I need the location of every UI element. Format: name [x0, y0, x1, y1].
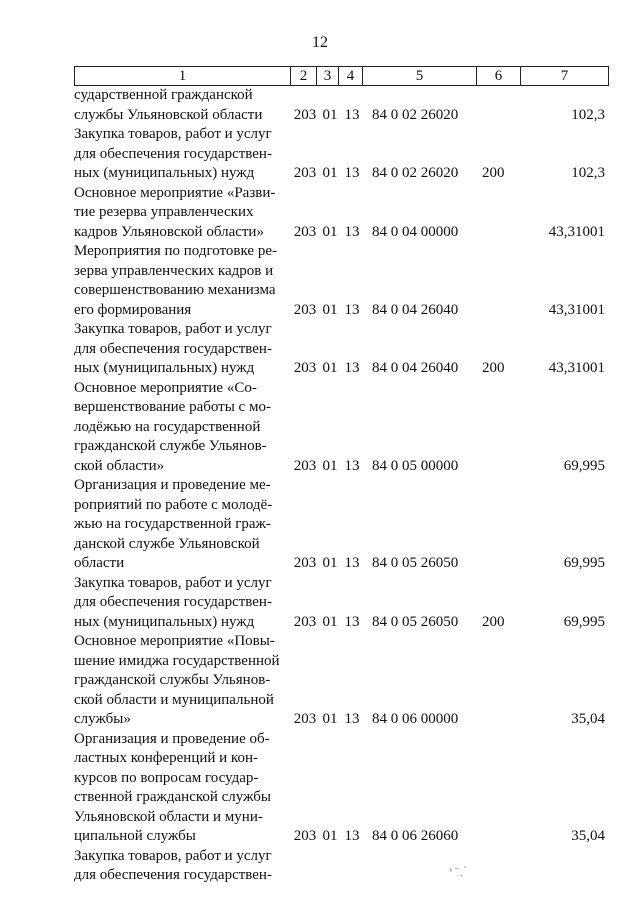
row-name — [74, 86, 290, 125]
col-3-cell: 01 — [322, 457, 338, 474]
col-4-cell: 13 — [344, 106, 360, 123]
row-name-line: Закупка товаров, работ и услуг — [74, 126, 272, 142]
row-name-line: ных (муниципальных) нужд — [74, 165, 255, 181]
row-name-line: Ульяновской области и муни- — [74, 808, 263, 825]
row-name — [74, 379, 290, 477]
col-5-cell: 84 0 05 26050 — [372, 555, 459, 571]
header-col-7: 7 — [560, 68, 569, 84]
row-name-line: гражданской службе Ульянов- — [74, 438, 267, 454]
table-row — [74, 86, 609, 125]
col-3-cell: 01 — [322, 555, 338, 571]
col-2-cell: 203 — [293, 165, 317, 181]
table-row — [74, 730, 609, 847]
row-name-line: Основное мероприятие «Повы- — [74, 633, 275, 649]
row-name-line: Мероприятия по подготовке ре- — [74, 243, 277, 259]
row-name-line: ных (муниципальных) нужд — [74, 613, 255, 630]
page-number: 12 — [312, 34, 328, 51]
table-header — [74, 66, 609, 86]
row-name-line: кадров Ульяновской области» — [74, 223, 264, 240]
row-name-line: шение имиджа государственной — [74, 652, 280, 669]
row-name — [74, 125, 290, 184]
col-2-cell: 203 — [293, 828, 317, 844]
table-row — [74, 125, 609, 184]
col-5-cell: 84 0 02 26020 — [372, 165, 459, 181]
row-name-line: Основное мероприятие «Со- — [74, 379, 257, 396]
col-5-cell: 84 0 06 26060 — [372, 828, 459, 844]
table-row — [74, 847, 609, 886]
row-name-line: области — [74, 555, 125, 571]
table-row — [74, 379, 609, 477]
col-7-cell: 35,04 — [571, 711, 605, 727]
row-name-line: для обеспечения государствен- — [74, 594, 272, 610]
col-7-cell: 69,995 — [563, 457, 605, 474]
col-3-cell: 01 — [322, 301, 338, 318]
header-col-1: 1 — [75, 67, 291, 85]
row-name-line: Закупка товаров, работ и услуг — [74, 847, 272, 864]
col-4-cell: 13 — [344, 165, 360, 181]
col-4-cell: 13 — [344, 613, 360, 630]
row-name-line: ластных конференций и кон- — [74, 750, 258, 766]
col-2-cell: 203 — [293, 457, 317, 474]
col-4-cell: 13 — [344, 828, 360, 844]
col-2-cell: 203 — [293, 301, 317, 318]
col-5-cell: 84 0 04 00000 — [372, 223, 459, 240]
row-name — [74, 730, 290, 847]
col-3-cell: 01 — [322, 106, 338, 123]
col-4-cell: 13 — [344, 301, 360, 318]
col-3-cell: 01 — [322, 828, 338, 844]
row-name-line: службы» — [74, 711, 131, 727]
header-col-5: 5 — [363, 67, 477, 85]
row-name-line: Основное мероприятие «Разви- — [74, 184, 276, 201]
col-4-cell: 13 — [344, 223, 360, 240]
header-col-3: 3 — [317, 67, 339, 85]
col-5-cell: 84 0 04 26040 — [372, 360, 459, 376]
row-name-line: жью на государственной граж- — [74, 516, 271, 532]
col-6-cell: 200 — [482, 360, 505, 376]
row-name-line: ципальной службы — [74, 828, 196, 844]
row-name — [74, 184, 290, 243]
col-7-cell: 69,995 — [563, 613, 605, 630]
row-name — [74, 574, 290, 633]
col-6-cell: 200 — [482, 613, 505, 630]
col-2-cell: 203 — [293, 223, 317, 240]
table-row — [74, 320, 609, 379]
row-name — [74, 632, 290, 730]
row-name — [74, 476, 290, 574]
header-col-2: 2 — [291, 67, 317, 85]
row-name-line: Организация и проведение об- — [74, 730, 270, 747]
row-name-line: данской службе Ульяновской — [74, 535, 260, 552]
col-4-cell: 13 — [344, 360, 360, 376]
row-name-line: гражданской службы Ульянов- — [74, 672, 271, 688]
col-5-cell: 84 0 02 26020 — [372, 106, 459, 123]
col-4-cell: 13 — [344, 457, 360, 474]
table-body — [74, 86, 609, 886]
col-2-cell: 203 — [293, 711, 317, 727]
row-name-line: ской области и муниципальной — [74, 691, 274, 708]
row-name-line: Закупка товаров, работ и услуг — [74, 321, 272, 337]
col-5-cell: 84 0 05 00000 — [372, 457, 459, 474]
row-name-line: для обеспечения государствен- — [74, 145, 272, 162]
col-6-cell: 200 — [482, 165, 505, 181]
row-name-line: зерва управленческих кадров и — [74, 262, 274, 279]
col-7-cell: 35,04 — [571, 828, 605, 844]
row-name-line: для обеспечения государствен- — [74, 867, 272, 883]
row-name-line: тие резерва управленческих — [74, 204, 254, 220]
col-4-cell: 13 — [344, 711, 360, 727]
table-row — [74, 184, 609, 243]
scan-artifact-mark: ˢ ⁻ˎ` — [450, 866, 467, 877]
header-col-6: 6 — [477, 67, 521, 85]
table-row — [74, 574, 609, 633]
row-name-line: для обеспечения государствен- — [74, 340, 272, 357]
row-name-line: лодёжью на государственной — [74, 418, 261, 435]
header-col-4: 4 — [339, 67, 363, 85]
col-4-cell: 13 — [344, 555, 360, 571]
row-name-line: службы Ульяновской области — [74, 106, 263, 123]
col-2-cell: 203 — [293, 106, 317, 123]
col-7-cell: 102,3 — [571, 106, 605, 123]
col-2-cell: 203 — [293, 555, 317, 571]
col-7-cell: 43,31001 — [548, 223, 605, 240]
col-3-cell: 01 — [322, 711, 338, 727]
col-5-cell: 84 0 04 26040 — [372, 301, 459, 318]
table-row — [74, 632, 609, 730]
col-5-cell: 84 0 06 00000 — [372, 711, 459, 727]
row-name-line: Организация и проведение ме- — [74, 477, 271, 493]
col-7-cell: 43,31001 — [548, 301, 605, 318]
table-row — [74, 242, 609, 320]
row-name — [74, 847, 290, 886]
row-name-line: ных (муниципальных) нужд — [74, 360, 255, 376]
row-name — [74, 320, 290, 379]
col-2-cell: 203 — [293, 360, 317, 376]
col-7-cell: 102,3 — [571, 165, 605, 181]
col-7-cell: 43,31001 — [548, 360, 605, 376]
row-name-line: ственной гражданской службы — [74, 789, 271, 805]
col-5-cell: 84 0 05 26050 — [372, 613, 459, 630]
row-name-line: Закупка товаров, работ и услуг — [74, 574, 272, 591]
col-3-cell: 01 — [322, 223, 338, 240]
row-name-line: ской области» — [74, 457, 165, 474]
col-7-cell: 69,995 — [563, 555, 605, 571]
col-2-cell: 203 — [293, 613, 317, 630]
table-row — [74, 476, 609, 574]
col-3-cell: 01 — [322, 165, 338, 181]
row-name — [74, 242, 290, 320]
row-name-line: совершенствованию механизма — [74, 282, 276, 298]
row-name-line: роприятий по работе с молодё- — [74, 496, 273, 513]
col-3-cell: 01 — [322, 360, 338, 376]
row-name-line: курсов по вопросам государ- — [74, 769, 259, 786]
col-3-cell: 01 — [322, 613, 338, 630]
row-name-line: его формирования — [74, 301, 192, 318]
row-name-line: сударственной гражданской — [74, 87, 253, 103]
row-name-line: вершенствование работы с мо- — [74, 399, 271, 415]
